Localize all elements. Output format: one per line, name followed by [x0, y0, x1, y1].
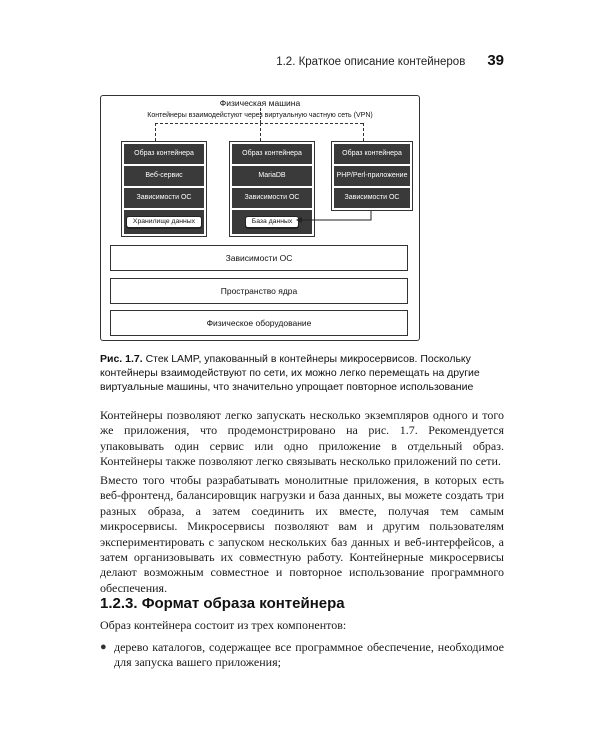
section-heading: 1.2.3. Формат образа контейнера — [100, 595, 345, 612]
caption-label: Рис. 1.7. — [100, 353, 143, 365]
layer-os-deps: Зависимости ОС — [110, 245, 408, 271]
container-image-label: Образ контейнера — [232, 144, 312, 164]
paragraph-2: Вместо того чтобы разрабатывать монолитные приложения, в которых есть веб-фронтенд, балансировщик нагрузки и база данных, вы можете создать три разных образа, а затем соединить их вместе, получая тем самым микросервисы. Микросервисы позволяют вам и другим пользователям экспериментировать с запуском нескольких баз данных и веб-интерфейсов, а затем организовывать их совместную работу. Контейнерные микросервисы делают возможным совместное и повторное использование программного обеспечения. — [100, 473, 504, 595]
vpn-label: Контейнеры взаимодейстуют через виртуальную частную сеть (VPN) — [147, 112, 373, 119]
container-app-label: PHP/Perl-приложение — [334, 166, 410, 186]
database-cell — [232, 210, 312, 234]
container-app-label: MariaDB — [232, 166, 312, 186]
page-number: 39 — [487, 52, 504, 69]
storage-cylinder: Хранилище данных — [126, 216, 202, 227]
list-item — [100, 640, 504, 671]
storage-cell — [124, 210, 204, 234]
container-php — [331, 141, 413, 211]
list-item-text: дерево каталогов, содержащее все программное обеспечение, необходимое для запуска вашего приложения; — [114, 640, 504, 670]
container-web — [121, 141, 207, 237]
container-image-label: Образ контейнера — [124, 144, 204, 164]
container-mariadb — [229, 141, 315, 237]
container-deps-label: Зависимости ОС — [334, 188, 410, 208]
paragraph-1: Контейнеры позволяют легко запускать несколько экземпляров одного и того же приложения, что продемонстрировано на рис. 1.7. Рекомендуется упаковывать один сервис или одно приложение в отдельный образ. Контейнеры также позволяют легко связывать несколько приложений по сети. — [100, 408, 504, 469]
container-app-label: Веб-сервис — [124, 166, 204, 186]
running-head — [100, 52, 504, 72]
database-cylinder: База данных — [245, 216, 300, 227]
paragraph-3: Образ контейнера состоит из трех компонентов: — [100, 618, 347, 632]
section-title: 1.2. Краткое описание контейнеров — [276, 56, 466, 68]
vpn-line-top — [155, 123, 363, 124]
layer-kernel: Пространство ядра — [110, 278, 408, 304]
vpn-line-mid — [260, 123, 261, 141]
vpn-line-right — [363, 123, 364, 141]
container-deps-label: Зависимости ОС — [232, 188, 312, 208]
caption-text: Стек LAMP, упакованный в контейнеры микросервисов. Поскольку контейнеры взаимодействуют по сети, их можно легко перемещать на другие виртуальные машины, что значительно упрощает повторное использование — [100, 353, 480, 393]
vpn-line-center — [260, 108, 261, 123]
bullet-icon: ● — [100, 641, 107, 653]
figure-title: Физическая машина — [219, 98, 301, 108]
figure-diagram — [100, 95, 420, 341]
vpn-line-left — [155, 123, 156, 141]
layer-hardware: Физическое оборудование — [110, 310, 408, 336]
container-image-label: Образ контейнера — [334, 144, 410, 164]
container-deps-label: Зависимости ОС — [124, 188, 204, 208]
figure-caption — [100, 352, 504, 394]
